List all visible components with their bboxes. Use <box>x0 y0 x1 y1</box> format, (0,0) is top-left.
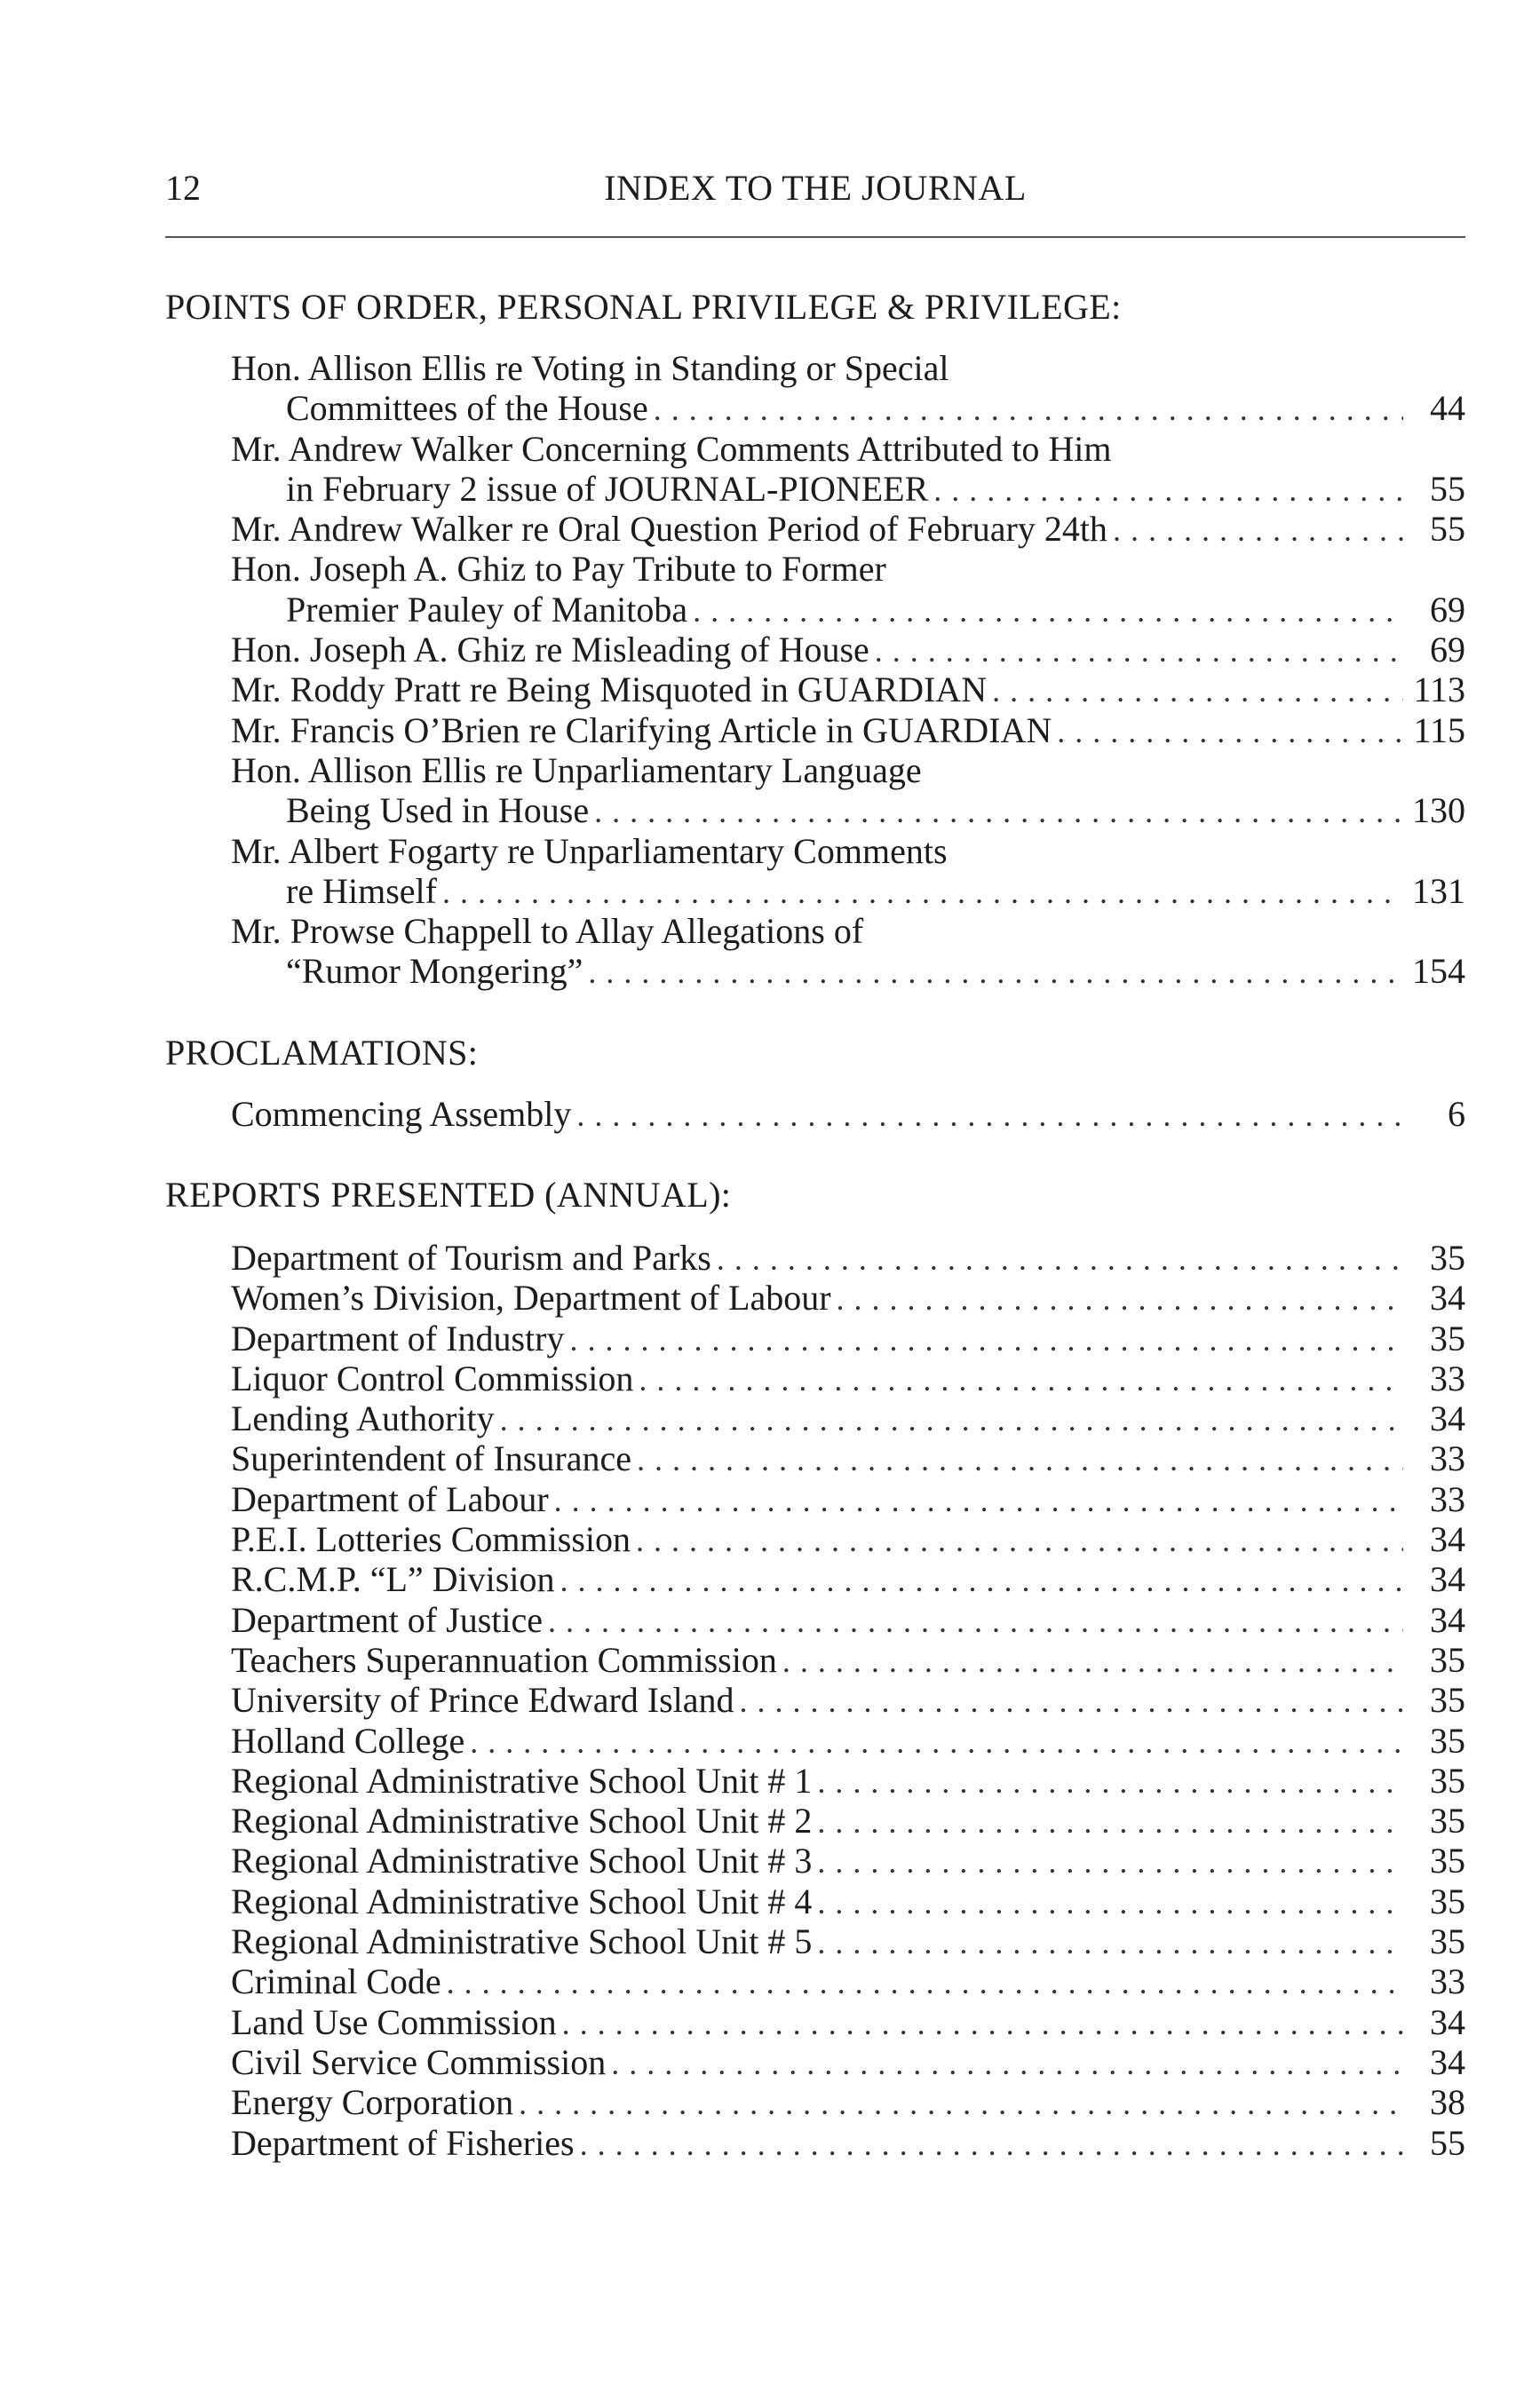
page-reference: 35 <box>1430 1841 1465 1881</box>
dot-leader <box>734 1682 1403 1722</box>
entry-text: Department of Justice <box>231 1599 543 1640</box>
section-heading-reports-presented: REPORTS PRESENTED (ANNUAL): <box>165 1175 732 1215</box>
page-reference: 34 <box>1430 1278 1465 1319</box>
dot-leader <box>777 1642 1403 1682</box>
entry-text: Department of Tourism and Parks <box>231 1238 711 1278</box>
page-reference: 34 <box>1430 2001 1465 2042</box>
dot-leader <box>575 2125 1403 2165</box>
entry-text: Mr. Francis O’Brien re Clarifying Article in GUARDIAN <box>231 709 1052 750</box>
entry-text: P.E.I. Lotteries Commission <box>231 1519 631 1560</box>
index-entry <box>231 1438 1465 1478</box>
index-entry <box>231 429 1465 510</box>
index-entry-continuation <box>231 951 1465 991</box>
page-reference: 55 <box>1430 2122 1465 2163</box>
page-reference: 33 <box>1430 1961 1465 2002</box>
header-divider <box>165 236 1465 238</box>
index-entry-line <box>231 2123 1465 2163</box>
entry-text: Hon. Joseph A. Ghiz re Misleading of House <box>231 630 869 670</box>
index-entry <box>231 1721 1465 1761</box>
index-entry <box>231 1278 1465 1318</box>
index-entry <box>231 1559 1465 1599</box>
entry-text: Hon. Joseph A. Ghiz to Pay Tribute to Former <box>231 549 886 590</box>
page-title: INDEX TO THE JOURNAL <box>604 168 1027 208</box>
entry-list-points-of-order <box>231 348 1465 992</box>
index-entry <box>231 1881 1465 1921</box>
entry-text: Women’s Division, Department of Labour <box>231 1278 831 1319</box>
page-reference: 131 <box>1412 870 1465 911</box>
index-entry <box>231 509 1465 549</box>
index-entry <box>231 549 1465 630</box>
index-entry <box>231 750 1465 831</box>
page-reference: 33 <box>1430 1358 1465 1398</box>
page-reference: 113 <box>1413 669 1465 710</box>
page-reference: 35 <box>1430 1318 1465 1358</box>
page-reference: 38 <box>1430 2082 1465 2123</box>
index-entry-line <box>231 1801 1465 1841</box>
page-reference: 33 <box>1430 1478 1465 1519</box>
index-entry-line <box>231 1640 1465 1680</box>
page-reference: 34 <box>1430 1398 1465 1439</box>
dot-leader <box>583 953 1403 993</box>
dot-leader <box>606 2044 1403 2084</box>
index-entry-line <box>231 1479 1465 1519</box>
index-entry-line <box>231 2082 1465 2122</box>
index-entry-line <box>231 750 1465 790</box>
entry-text: Holland College <box>231 1720 465 1761</box>
page-reference: 34 <box>1430 2041 1465 2082</box>
page-number: 12 <box>165 168 201 208</box>
index-entry <box>231 1961 1465 2001</box>
index-entry-line <box>231 1319 1465 1358</box>
index-entry <box>231 1640 1465 1680</box>
index-entry <box>231 1398 1465 1438</box>
index-entry-continuation <box>231 590 1465 630</box>
entry-text: Department of Industry <box>231 1318 565 1358</box>
index-entry-line <box>231 669 1465 709</box>
index-entry-line <box>231 1438 1465 1478</box>
index-entry <box>231 710 1465 750</box>
page-reference: 35 <box>1430 1720 1465 1761</box>
entry-text: University of Prince Edward Island <box>231 1680 734 1721</box>
index-entry <box>231 1841 1465 1881</box>
index-entry <box>231 1358 1465 1398</box>
entry-text: Mr. Prowse Chappell to Allay Allegations of <box>231 911 864 952</box>
dot-leader <box>589 792 1403 832</box>
index-entry-continuation <box>231 871 1465 911</box>
page-reference: 35 <box>1430 1881 1465 1921</box>
entry-text: Lending Authority <box>231 1398 495 1439</box>
page-reference: 69 <box>1430 589 1465 630</box>
dot-leader <box>869 631 1403 671</box>
index-entry <box>231 1801 1465 1841</box>
entry-list-reports-presented <box>231 1238 1465 2163</box>
entry-list-proclamations <box>231 1094 1465 1134</box>
entry-text: Hon. Allison Ellis re Voting in Standing or Special <box>231 348 949 388</box>
entry-text: Regional Administrative School Unit # 4 <box>231 1881 813 1921</box>
dot-leader <box>812 1842 1403 1882</box>
page-reference: 35 <box>1430 1680 1465 1721</box>
index-entry <box>231 1680 1465 1720</box>
entry-text: Mr. Andrew Walker Concerning Comments Attributed to Him <box>231 428 1112 469</box>
dot-leader <box>648 390 1403 430</box>
index-entry-line <box>231 1278 1465 1318</box>
page-reference: 115 <box>1413 709 1465 750</box>
dot-leader <box>1107 511 1403 551</box>
entry-text: R.C.M.P. “L” Division <box>231 1559 555 1600</box>
index-entry-line <box>231 630 1465 669</box>
page-reference: 34 <box>1430 1559 1465 1600</box>
entry-text: Commencing Assembly <box>231 1094 572 1134</box>
dot-leader <box>549 1481 1403 1521</box>
index-entry-line <box>231 1559 1465 1599</box>
entry-text: Regional Administrative School Unit # 2 <box>231 1801 813 1842</box>
entry-text: Department of Fisheries <box>231 2122 575 2163</box>
index-entry-line <box>231 1961 1465 2001</box>
index-entry <box>231 630 1465 669</box>
dot-leader <box>571 1096 1403 1136</box>
page-reference: 33 <box>1430 1438 1465 1479</box>
index-entry <box>231 348 1465 429</box>
index-entry <box>231 1600 1465 1640</box>
page-reference: 34 <box>1430 1599 1465 1640</box>
entry-text: Land Use Commission <box>231 2001 557 2042</box>
index-entry <box>231 1319 1465 1358</box>
entry-text: re Himself <box>286 870 437 911</box>
section-heading-proclamations: PROCLAMATIONS: <box>165 1033 479 1073</box>
index-entry <box>231 1238 1465 1278</box>
entry-text: Mr. Andrew Walker re Oral Question Period of February 24th <box>231 509 1107 550</box>
dot-leader <box>812 1802 1403 1842</box>
entry-text: Regional Administrative School Unit # 3 <box>231 1841 813 1881</box>
index-entry-line <box>231 429 1465 469</box>
index-entry-line <box>231 911 1465 951</box>
dot-leader <box>928 471 1403 511</box>
index-entry-line <box>231 1398 1465 1438</box>
entry-text: Superintendent of Insurance <box>231 1438 631 1479</box>
index-entry <box>231 911 1465 992</box>
index-entry-line <box>231 1519 1465 1559</box>
index-entry <box>231 1921 1465 1961</box>
index-entry <box>231 2042 1465 2082</box>
index-entry <box>231 831 1465 912</box>
entry-text: Teachers Superannuation Commission <box>231 1639 777 1680</box>
entry-text: Mr. Albert Fogarty re Unparliamentary Comments <box>231 830 948 871</box>
entry-text: Premier Pauley of Manitoba <box>286 589 688 630</box>
page-reference: 55 <box>1430 509 1465 550</box>
page-reference: 35 <box>1430 1760 1465 1801</box>
dot-leader <box>812 1883 1403 1923</box>
entry-text: Criminal Code <box>231 1961 441 2002</box>
index-entry-line <box>231 348 1465 388</box>
dot-leader <box>557 2004 1403 2044</box>
entry-text: Hon. Allison Ellis re Unparliamentary Language <box>231 749 922 790</box>
page-reference: 35 <box>1430 1921 1465 1962</box>
index-entry-line <box>231 1721 1465 1761</box>
index-entry-line <box>231 1761 1465 1801</box>
index-entry-line <box>231 1600 1465 1640</box>
index-entry <box>231 1479 1465 1519</box>
dot-leader <box>631 1521 1403 1561</box>
index-entry-line <box>231 1841 1465 1881</box>
entry-text: in February 2 issue of JOURNAL-PIONEER <box>286 468 929 509</box>
index-entry-line <box>231 1358 1465 1398</box>
entry-text: Department of Labour <box>231 1478 549 1519</box>
index-entry-continuation <box>231 469 1465 509</box>
index-entry <box>231 2002 1465 2042</box>
index-entry-continuation <box>231 790 1465 830</box>
page-reference: 6 <box>1448 1094 1465 1134</box>
dot-leader <box>441 1963 1403 2003</box>
entry-text: “Rumor Mongering” <box>286 951 583 992</box>
dot-leader <box>554 1561 1403 1601</box>
entry-text: Energy Corporation <box>231 2082 514 2123</box>
entry-text: Regional Administrative School Unit # 1 <box>231 1760 813 1801</box>
index-entry-line <box>231 710 1465 750</box>
dot-leader <box>564 1320 1403 1360</box>
dot-leader <box>687 591 1403 631</box>
dot-leader <box>1052 712 1403 752</box>
index-entry-line <box>231 2002 1465 2042</box>
page-reference: 35 <box>1430 1238 1465 1278</box>
entry-text: Mr. Roddy Pratt re Being Misquoted in GUARDIAN <box>231 669 988 710</box>
dot-leader <box>831 1279 1403 1319</box>
dot-leader <box>711 1240 1403 1279</box>
page-reference: 44 <box>1430 388 1465 429</box>
dot-leader <box>495 1400 1403 1440</box>
index-entry <box>231 2082 1465 2122</box>
entry-text: Civil Service Commission <box>231 2041 607 2082</box>
index-entry-line <box>231 1238 1465 1278</box>
index-entry-line <box>231 831 1465 871</box>
dot-leader <box>631 1440 1403 1480</box>
dot-leader <box>633 1360 1403 1400</box>
index-entry <box>231 2123 1465 2163</box>
page-reference: 130 <box>1412 790 1465 831</box>
index-entry-line <box>231 1680 1465 1720</box>
index-entry-line <box>231 2042 1465 2082</box>
running-head <box>165 160 1465 217</box>
dot-leader <box>543 1602 1403 1642</box>
page-reference: 154 <box>1412 951 1465 992</box>
dot-leader <box>437 873 1403 913</box>
dot-leader <box>513 2084 1403 2124</box>
index-entry-continuation <box>231 388 1465 428</box>
dot-leader <box>812 1923 1403 1963</box>
index-entry-line <box>231 549 1465 589</box>
page-reference: 34 <box>1430 1519 1465 1560</box>
page-reference: 35 <box>1430 1801 1465 1842</box>
index-entry-line <box>231 1921 1465 1961</box>
index-entry <box>231 1094 1465 1134</box>
page-reference: 55 <box>1430 468 1465 509</box>
section-heading-points-of-order: POINTS OF ORDER, PERSONAL PRIVILEGE & PRIVILEGE: <box>165 287 1122 327</box>
index-entry-line <box>231 1881 1465 1921</box>
entry-text: Being Used in House <box>286 790 590 831</box>
dot-leader <box>464 1723 1403 1762</box>
index-entry-line <box>231 509 1465 549</box>
index-entry <box>231 1519 1465 1559</box>
page-reference: 35 <box>1430 1639 1465 1680</box>
dot-leader <box>812 1762 1403 1802</box>
index-entry <box>231 1761 1465 1801</box>
index-entry <box>231 669 1465 709</box>
entry-text: Committees of the House <box>286 388 648 429</box>
dot-leader <box>987 671 1403 711</box>
entry-text: Liquor Control Commission <box>231 1358 634 1398</box>
index-entry-line <box>231 1094 1465 1134</box>
page-reference: 69 <box>1430 630 1465 670</box>
entry-text: Regional Administrative School Unit # 5 <box>231 1921 813 1962</box>
